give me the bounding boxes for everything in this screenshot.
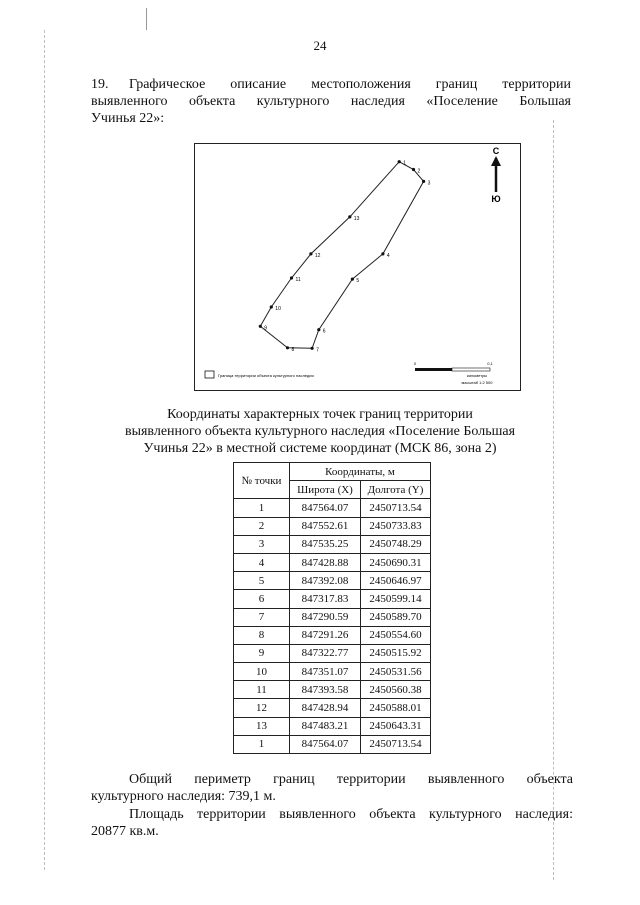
boundary-point-marker xyxy=(309,252,312,255)
cell-lon: 2450599.14 xyxy=(361,590,431,608)
area-line1: Площадь территории выявленного объекта культурного наследия: xyxy=(129,807,573,822)
boundary-point-label: 11 xyxy=(295,277,301,283)
section-number: 19. xyxy=(91,77,109,92)
scan-artifact-top xyxy=(146,8,147,30)
table-row xyxy=(234,499,431,517)
coordinates-table xyxy=(233,462,431,754)
section-heading xyxy=(91,76,571,127)
cell-lat: 847322.77 xyxy=(290,644,361,662)
boundary-point-label: 7 xyxy=(316,347,319,354)
cell-point: 11 xyxy=(234,681,290,699)
boundary-point-label: 5 xyxy=(356,278,360,285)
area-text xyxy=(91,806,573,840)
cell-lat: 847290.59 xyxy=(290,608,361,626)
boundary-point-label: 2 xyxy=(417,168,421,175)
boundary-point-marker xyxy=(381,252,384,255)
cell-lat: 847552.61 xyxy=(290,517,361,535)
boundary-point-marker xyxy=(398,160,401,163)
cell-point: 7 xyxy=(234,608,290,626)
cell-lat: 847483.21 xyxy=(290,717,361,735)
table-row xyxy=(234,626,431,644)
boundary-point-marker xyxy=(348,215,351,218)
scale-ratio: масштаб 1:2 500 xyxy=(461,380,493,385)
boundary-point-marker xyxy=(317,328,320,331)
cell-lon: 2450713.54 xyxy=(361,735,431,753)
header-coords: Координаты, м xyxy=(290,463,431,481)
north-label: С xyxy=(492,146,500,156)
boundary-point-marker xyxy=(286,346,289,349)
boundary-point-label: 13 xyxy=(353,215,360,222)
cell-point: 5 xyxy=(234,572,290,590)
scale-end: 0,1 xyxy=(487,361,493,366)
boundary-point-marker xyxy=(351,278,354,281)
perimeter-line2: культурного наследия: 739,1 м. xyxy=(91,789,276,804)
boundary-map-svg xyxy=(195,144,520,390)
boundary-point-marker xyxy=(259,325,262,328)
table-row xyxy=(234,572,431,590)
cell-lat: 847428.94 xyxy=(290,699,361,717)
cell-lon: 2450643.31 xyxy=(361,717,431,735)
scale-unit: километры xyxy=(466,373,488,378)
cell-lon: 2450690.31 xyxy=(361,553,431,571)
cell-lon: 2450733.83 xyxy=(361,517,431,535)
cell-point: 8 xyxy=(234,626,290,644)
section-title-line2: выявленного объекта культурного наследия «Поселение Большая xyxy=(91,94,571,109)
cell-point: 9 xyxy=(234,644,290,662)
boundary-point-label: 3 xyxy=(427,180,431,187)
legend-swatch xyxy=(205,371,214,378)
cell-lat: 847392.08 xyxy=(290,572,361,590)
caption-line1: Координаты характерных точек границ территории xyxy=(167,407,473,422)
area-line2: 20877 кв.м. xyxy=(91,824,159,839)
cell-lon: 2450713.54 xyxy=(361,499,431,517)
boundary-point-label: 8 xyxy=(291,346,295,353)
page-number: 24 xyxy=(313,38,327,53)
header-lon: Долгота (Y) xyxy=(361,481,431,499)
cell-lat: 847564.07 xyxy=(290,735,361,753)
boundary-point-label: 10 xyxy=(275,306,281,312)
boundary-point-marker xyxy=(270,305,273,308)
table-row xyxy=(234,608,431,626)
cell-point: 12 xyxy=(234,699,290,717)
cell-lat: 847428.88 xyxy=(290,553,361,571)
table-body xyxy=(234,499,431,754)
cell-lat: 847393.58 xyxy=(290,681,361,699)
cell-lon: 2450589.70 xyxy=(361,608,431,626)
boundary-point-label: 6 xyxy=(322,328,326,335)
cell-lat: 847535.25 xyxy=(290,535,361,553)
south-label: Ю xyxy=(491,194,501,204)
scan-artifact-right xyxy=(553,120,554,880)
boundary-point-marker xyxy=(422,180,425,183)
scan-artifact-left xyxy=(44,30,45,870)
table-row xyxy=(234,717,431,735)
table-row xyxy=(234,644,431,662)
north-arrow-icon xyxy=(491,156,501,192)
cell-point: 2 xyxy=(234,517,290,535)
table-row xyxy=(234,663,431,681)
table-row xyxy=(234,535,431,553)
table-row xyxy=(234,681,431,699)
cell-lon: 2450748.29 xyxy=(361,535,431,553)
boundary-point-label: 4 xyxy=(386,252,390,259)
section-title-line3: Учинья 22»: xyxy=(91,111,165,126)
boundary-point-marker xyxy=(311,347,314,350)
table-header-row xyxy=(234,463,431,481)
cell-point: 6 xyxy=(234,590,290,608)
legend-text: Граница территории объекта культурного наследия xyxy=(218,373,314,378)
cell-lat: 847291.26 xyxy=(290,626,361,644)
boundary-point-label: 1 xyxy=(403,160,406,167)
table-row xyxy=(234,517,431,535)
table-row xyxy=(234,553,431,571)
scale-bar xyxy=(415,368,490,371)
cell-point: 10 xyxy=(234,663,290,681)
table-caption xyxy=(60,406,580,457)
caption-line2: выявленного объекта культурного наследия «Поселение Большая xyxy=(124,424,516,439)
cell-lat: 847351.07 xyxy=(290,663,361,681)
cell-lon: 2450531.56 xyxy=(361,663,431,681)
header-lat: Широта (X) xyxy=(290,481,361,499)
cell-lat: 847317.83 xyxy=(290,590,361,608)
cell-lon: 2450588.01 xyxy=(361,699,431,717)
perimeter-text xyxy=(91,771,573,805)
boundary-map xyxy=(194,143,521,391)
cell-point: 1 xyxy=(234,735,290,753)
perimeter-line1: Общий периметр границ территории выявленного объекта xyxy=(129,772,573,787)
boundary-point-marker xyxy=(412,168,415,171)
cell-point: 1 xyxy=(234,499,290,517)
cell-point: 13 xyxy=(234,717,290,735)
boundary-point-label: 12 xyxy=(314,252,321,259)
table-row xyxy=(234,699,431,717)
caption-line3: Учинья 22» в местной системе координат (МСК 86, зона 2) xyxy=(143,441,497,456)
cell-lon: 2450515.92 xyxy=(361,644,431,662)
table-row xyxy=(234,590,431,608)
scale-start: 0 xyxy=(413,361,417,366)
header-point: № точки xyxy=(234,463,290,499)
cell-lat: 847564.07 xyxy=(290,499,361,517)
boundary-point-marker xyxy=(290,276,293,279)
cell-point: 4 xyxy=(234,553,290,571)
boundary-point-label: 9 xyxy=(264,325,268,332)
section-title-line1: Графическое описание местоположения границ территории xyxy=(129,77,571,92)
cell-lon: 2450646.97 xyxy=(361,572,431,590)
table-row xyxy=(234,735,431,753)
cell-point: 3 xyxy=(234,535,290,553)
boundary-line xyxy=(260,162,423,349)
cell-lon: 2450560.38 xyxy=(361,681,431,699)
cell-lon: 2450554.60 xyxy=(361,626,431,644)
